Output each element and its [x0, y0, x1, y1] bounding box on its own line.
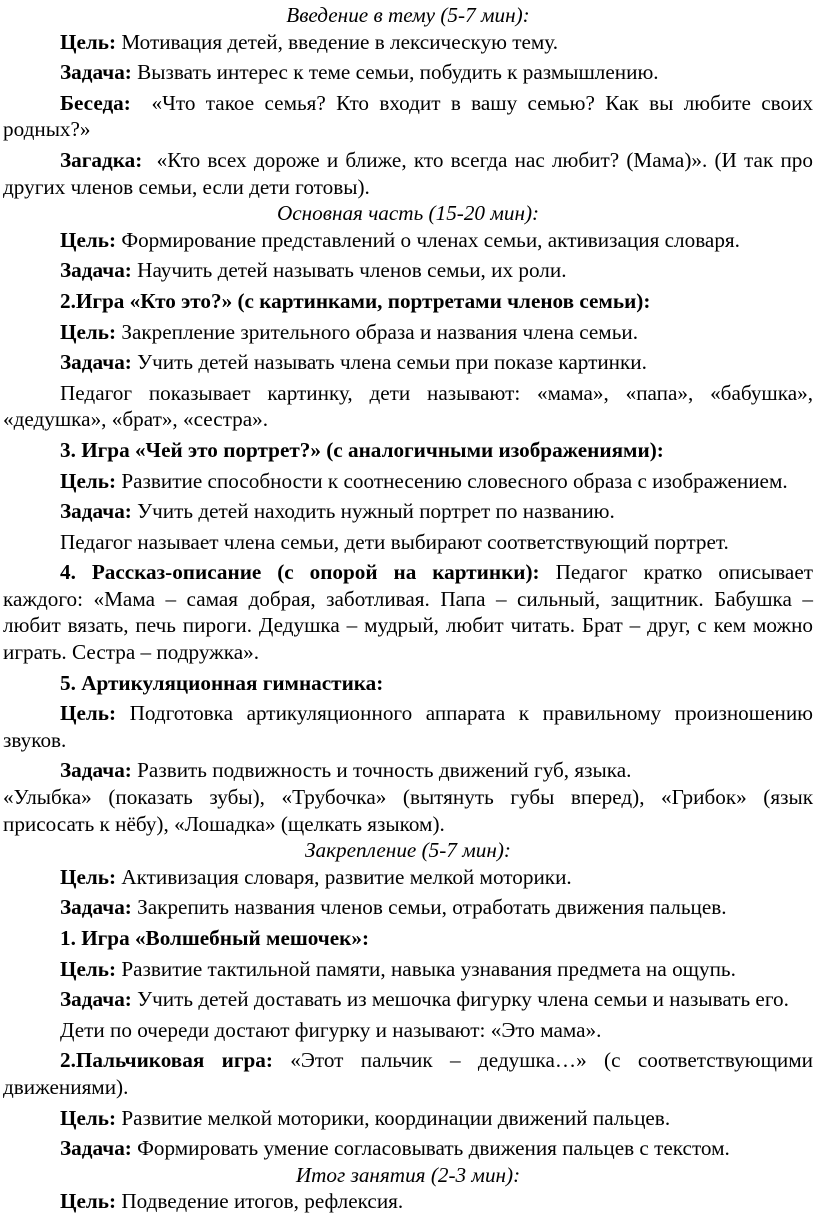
- artic-goal-text: Подготовка артикуляционного аппарата к правильному произношению звуков.: [3, 701, 813, 752]
- story-title: 4. Рассказ-описание (с опорой на картинки):: [60, 560, 540, 585]
- summary-goal: [3, 1188, 813, 1215]
- intro-riddle-text: «Кто всех дороже и ближе, кто всегда нас любит? (Мама)». (И так про других членов семьи, если дети готовы).: [3, 147, 813, 199]
- game2-goal: [3, 319, 813, 346]
- task-label: Задача:: [60, 258, 132, 283]
- main-goal-text: Формирование представлений о членах семьи, активизация словаря.: [121, 227, 740, 252]
- game3-title: [3, 437, 813, 464]
- finger-title: 2.Пальчиковая игра:: [60, 1048, 273, 1073]
- artic-text: «Улыбка» (показать зубы), «Трубочка» (вытянуть губы вперед), «Грибок» (язык присосать к нёбу), «Лошадка» (щелкать языком).: [3, 785, 813, 836]
- task-label: Задача:: [60, 60, 132, 85]
- goal-label: Цель:: [60, 864, 117, 889]
- task-label: Задача:: [60, 1136, 132, 1161]
- section-heading-summary: Итог занятия (2-3 мин):: [295, 1162, 521, 1187]
- task-label: Задача:: [60, 499, 132, 524]
- story-paragraph: [3, 559, 813, 665]
- intro-task: [3, 59, 813, 86]
- game3-title-text: 3. Игра «Чей это портрет?» (с аналогичными изображениями):: [60, 437, 664, 462]
- section-heading-main: Основная часть (15-20 мин):: [276, 201, 540, 226]
- riddle-label: Загадка:: [60, 147, 143, 172]
- artic-goal: [3, 700, 813, 753]
- intro-talk: [3, 90, 813, 143]
- game2-task-text: Учить детей называть члена семьи при показе картинки.: [137, 350, 647, 375]
- goal-label: Цель:: [60, 1105, 117, 1130]
- goal-label: Цель:: [60, 319, 117, 344]
- task-label: Задача:: [60, 895, 132, 920]
- consolidation-task: [3, 894, 813, 921]
- intro-task-text: Вызвать интерес к теме семьи, побудить к размышлению.: [137, 60, 659, 85]
- intro-goal: [3, 29, 813, 56]
- main-goal: [3, 227, 813, 254]
- game1-title: [3, 925, 813, 952]
- main-task-text: Научить детей называть членов семьи, их роли.: [137, 258, 567, 283]
- task-label: Задача:: [60, 987, 132, 1012]
- main-task: [3, 257, 813, 284]
- game1-task-text: Учить детей доставать из мешочка фигурку члена семьи и называть его.: [137, 987, 789, 1012]
- artic-title-text: 5. Артикуляционная гимнастика:: [60, 670, 384, 695]
- section-heading-intro: Введение в тему (5-7 мин):: [286, 3, 530, 27]
- intro-goal-text: Мотивация детей, введение в лексическую тему.: [121, 29, 559, 54]
- finger-game: [3, 1047, 813, 1100]
- consolidation-goal-text: Активизация словаря, развитие мелкой моторики.: [121, 864, 572, 889]
- game1-goal: [3, 956, 813, 983]
- finger-text: «Этот пальчик – дедушка…» (с соответствующими движениями).: [3, 1048, 814, 1099]
- goal-label: Цель:: [60, 956, 117, 981]
- artic-task-text: Развить подвижность и точность движений губ, языка.: [137, 758, 632, 783]
- game2-task: [3, 349, 813, 376]
- goal-label: Цель:: [60, 1189, 117, 1214]
- game3-goal: [3, 468, 813, 495]
- finger-goal-text: Развитие мелкой моторики, координации движений пальцев.: [121, 1105, 671, 1130]
- game1-goal-text: Развитие тактильной памяти, навыка узнавания предмета на ощупь.: [121, 956, 736, 981]
- game1-title-text: 1. Игра «Волшебный мешочек»:: [60, 926, 370, 950]
- finger-task: [3, 1135, 813, 1162]
- task-label: Задача:: [60, 758, 132, 783]
- game3-task-text: Учить детей находить нужный портрет по названию.: [137, 499, 615, 524]
- goal-label: Цель:: [60, 29, 117, 54]
- intro-riddle: [3, 147, 813, 200]
- finger-goal: [3, 1105, 813, 1132]
- consolidation-goal: [3, 864, 813, 891]
- goal-label: Цель:: [60, 227, 117, 252]
- consolidation-task-text: Закрепить названия членов семьи, отработать движения пальцев.: [137, 895, 727, 920]
- game2-text: Педагог показывает картинку, дети называют: «мама», «папа», «бабушка», «дедушка», «брат», «сестра».: [3, 380, 813, 432]
- finger-task-text: Формировать умение согласовывать движения пальцев с текстом.: [137, 1136, 730, 1161]
- task-label: Задача:: [60, 350, 132, 375]
- artic-title: [3, 670, 813, 697]
- intro-talk-text: «Что такое семья? Кто входит в вашу семью? Как вы любите своих родных?»: [3, 90, 814, 142]
- summary-goal-text: Подведение итогов, рефлексия.: [121, 1189, 404, 1214]
- goal-label: Цель:: [60, 468, 117, 493]
- game3-text: Педагог называет члена семьи, дети выбирают соответствующий портрет.: [60, 529, 729, 554]
- game3-task: [3, 498, 813, 525]
- lesson-plan-page: [3, 2, 813, 1215]
- game1-text: Дети по очереди достают фигурку и называют: «Это мама».: [60, 1017, 602, 1042]
- goal-label: Цель:: [60, 701, 117, 726]
- game2-title-text: 2.Игра «Кто это?» (с картинками, портретами членов семьи):: [60, 288, 651, 313]
- game2-title: [3, 288, 813, 315]
- story-text: Педагог кратко описывает каждого: «Мама – самая добрая, заботливая. Папа – сильный, защитник. Бабушка – любит вязать, печь пироги. Дедушка – мудрый, любит читать. Брат – друг, с кем можно играть. Сестра – подружка».: [3, 560, 814, 665]
- game1-task: [3, 986, 813, 1013]
- section-heading-consolidation: Закрепление (5-7 мин):: [305, 838, 511, 863]
- artic-task: [3, 757, 813, 784]
- talk-label: Беседа:: [60, 90, 131, 115]
- game3-goal-text: Развитие способности к соотнесению словесного образа с изображением.: [121, 468, 788, 493]
- game2-goal-text: Закрепление зрительного образа и названия члена семьи.: [121, 319, 639, 344]
